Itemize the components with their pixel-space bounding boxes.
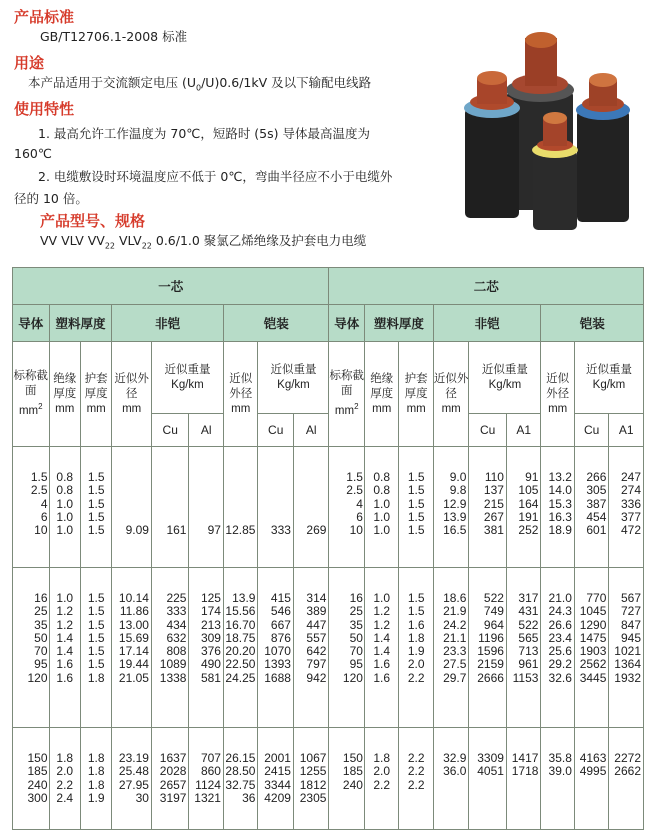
core1-section-cell: 150 185 240 300	[13, 728, 50, 830]
core2-al-cell: 1417 1718	[506, 728, 540, 830]
feature-2-line-2: 径的 10 倍。	[14, 191, 88, 206]
core1-arm_od-cell: 13.9 15.56 16.70 18.75 20.20 22.50 24.25	[223, 568, 257, 728]
core2-od-cell: 9.0 9.8 12.9 13.9 16.5	[433, 447, 469, 568]
core1-sheath-cell: 1.8 1.8 1.8 1.9	[80, 728, 111, 830]
core1-arm_al-cell: 269	[293, 447, 329, 568]
core-title-row	[13, 268, 644, 305]
core1-armored-cu-header: Cu	[258, 414, 294, 447]
feature-1-line-1: 1. 最高允许工作温度为 70℃，短路时 (5s) 导体最高温度为	[38, 126, 370, 141]
core2-arm_cu-cell: 266 305 387 454 601	[574, 447, 608, 568]
core1-od-cell: 23.19 25.48 27.95 30	[112, 728, 152, 830]
usage-text: 本产品适用于交流额定电压 $(U_0/U)0.6/1kV$ 及以下输配电线路	[28, 75, 372, 93]
core2-section-cell: 1.5 2.5 4 6 10	[329, 447, 365, 568]
column-group-row	[13, 305, 644, 342]
core1-arm_od-cell: 26.15 28.50 32.75 36	[223, 728, 257, 830]
spec-table	[12, 267, 644, 830]
core2-od-cell: 32.9 36.0	[433, 728, 469, 830]
core1-insulation-cell: 1.8 2.0 2.2 2.4	[49, 728, 80, 830]
core1-cu-cell: 161	[151, 447, 189, 568]
core2-al-cell: 317 431 522 565 713 961 1153	[506, 568, 540, 728]
models-heading: 产品型号、规格	[40, 212, 146, 230]
core2-arm_od-cell: 35.8 39.0	[541, 728, 574, 830]
core1-sheath-cell: 1.5 1.5 1.5 1.5 1.5 1.5 1.8	[80, 568, 111, 728]
core2-cu-header: Cu	[469, 414, 507, 447]
core2-conductor-header: 导体	[329, 305, 365, 342]
core2-section-cell: 16 25 35 50 70 95 120	[329, 568, 365, 728]
core1-plastic-thickness-header: 塑料厚度	[49, 305, 112, 342]
core1-arm_cu-cell: 2001 2415 3344 4209	[258, 728, 294, 830]
core1-armored-al-header: Al	[293, 414, 329, 447]
core2-sheath-cell: 1.5 1.5 1.5 1.5 1.5	[399, 447, 433, 568]
core1-section-cell: 1.5 2.5 4 6 10	[13, 447, 50, 568]
core2-cu-cell: 522 749 964 1196 1596 2159 2666	[469, 568, 507, 728]
table-row	[13, 447, 644, 568]
core2-armored-header: 铠装	[541, 305, 644, 342]
core2-cu-cell: 110 137 215 267 381	[469, 447, 507, 568]
core2-sheath-header: 护套厚度 mm	[399, 342, 433, 447]
core1-insulation-cell: 0.8 0.8 1.0 1.0 1.0	[49, 447, 80, 568]
core2-insulation-header: 绝缘厚度 mm	[364, 342, 398, 447]
core1-conductor-header: 导体	[13, 305, 50, 342]
core1-arm_od-cell: 12.85	[223, 447, 257, 568]
core1-arm_cu-cell: 333	[258, 447, 294, 568]
core1-armored-header: 铠装	[223, 305, 328, 342]
core2-od-header: 近似外径 mm	[433, 342, 469, 447]
core1-insulation-header: 绝缘厚度 mm	[49, 342, 80, 447]
core2-arm_cu-cell: 770 1045 1290 1475 1903 2562 3445	[574, 568, 608, 728]
core2-arm_od-cell: 21.0 24.3 26.6 23.4 25.6 29.2 32.6	[541, 568, 574, 728]
core2-sheath-cell: 2.2 2.2 2.2	[399, 728, 433, 830]
core2-armored-cu-header: Cu	[574, 414, 608, 447]
standard-heading: 产品标准	[14, 8, 75, 26]
core1-arm_cu-cell: 415 546 667 876 1070 1393 1688	[258, 568, 294, 728]
table-row	[13, 728, 644, 830]
core1-sheath-header: 护套厚度 mm	[80, 342, 111, 447]
core2-insulation-cell: 1.0 1.2 1.2 1.4 1.4 1.6 1.6	[364, 568, 398, 728]
core2-title: 二芯	[329, 268, 644, 305]
cable-product-photo	[437, 0, 656, 256]
core2-armored-od-header: 近似外径 mm	[541, 342, 574, 447]
table-row	[13, 568, 644, 728]
core1-armored-weight-header: 近似重量 Kg/km	[258, 342, 329, 414]
core1-arm_al-cell: 314 389 447 557 642 797 942	[293, 568, 329, 728]
core2-armored-weight-header: 近似重量 Kg/km	[574, 342, 643, 414]
core1-od-cell: 9.09	[112, 447, 152, 568]
usage-heading: 用途	[14, 54, 45, 72]
core1-od-header: 近似外径 mm	[112, 342, 152, 447]
core2-arm_od-cell: 13.2 14.0 15.3 16.3 18.9	[541, 447, 574, 568]
core2-arm_al-cell: 567 727 847 945 1021 1364 1932	[609, 568, 644, 728]
core1-al-cell: 97	[189, 447, 223, 568]
core1-unarmored-header: 非铠	[112, 305, 224, 342]
core2-section-cell: 150 185 240	[329, 728, 365, 830]
core1-od-cell: 10.14 11.86 13.00 15.69 17.14 19.44 21.05	[112, 568, 152, 728]
core2-al-header: A1	[506, 414, 540, 447]
column-subheader-row	[13, 342, 644, 414]
core1-section-cell: 16 25 35 50 70 95 120	[13, 568, 50, 728]
core1-al-header: Al	[189, 414, 223, 447]
core2-insulation-cell: 0.8 0.8 1.0 1.0 1.0	[364, 447, 398, 568]
core2-arm_cu-cell: 4163 4995	[574, 728, 608, 830]
feature-1-line-2: 160℃	[14, 146, 52, 161]
core1-section-header: 标称截面 $mm^2$	[13, 342, 50, 447]
core1-insulation-cell: 1.0 1.2 1.2 1.4 1.4 1.6 1.6	[49, 568, 80, 728]
feature-2-line-1: 2. 电缆敷设时环境温度应不低于 0℃，弯曲半径应不小于电缆外	[38, 169, 393, 184]
core2-sheath-cell: 1.5 1.5 1.6 1.8 1.9 2.0 2.2	[399, 568, 433, 728]
core2-arm_al-cell: 247 274 336 377 472	[609, 447, 644, 568]
core2-section-header: 标称截面 $mm^2$	[329, 342, 365, 447]
core2-insulation-cell: 1.8 2.0 2.2	[364, 728, 398, 830]
models-text: VV VLV $VV_{22}$ $VLV_{22}$ 0.6/1.0 聚氯乙烯绝缘及护套电力电缆	[40, 233, 367, 251]
core1-cu-cell: 1637 2028 2657 3197	[151, 728, 189, 830]
core1-arm_al-cell: 1067 1255 1812 2305	[293, 728, 329, 830]
core2-arm_al-cell: 2272 2662	[609, 728, 644, 830]
features-heading: 使用特性	[14, 100, 75, 118]
core1-armored-od-header: 近似外径 mm	[223, 342, 257, 447]
core1-weight-header: 近似重量 Kg/km	[151, 342, 223, 414]
core2-cu-cell: 3309 4051	[469, 728, 507, 830]
core2-al-cell: 91 105 164 191 252	[506, 447, 540, 568]
core1-title: 一芯	[13, 268, 329, 305]
core1-cu-cell: 225 333 434 632 808 1089 1338	[151, 568, 189, 728]
core2-weight-header: 近似重量 Kg/km	[469, 342, 541, 414]
core1-sheath-cell: 1.5 1.5 1.5 1.5 1.5	[80, 447, 111, 568]
core1-al-cell: 125 174 213 309 376 490 581	[189, 568, 223, 728]
core2-unarmored-header: 非铠	[433, 305, 541, 342]
core2-plastic-thickness-header: 塑料厚度	[364, 305, 433, 342]
standard-text: GB/T12706.1-2008 标准	[40, 29, 188, 44]
core1-cu-header: Cu	[151, 414, 189, 447]
core2-armored-al-header: A1	[609, 414, 644, 447]
core2-od-cell: 18.6 21.9 24.2 21.1 23.3 27.5 29.7	[433, 568, 469, 728]
core1-al-cell: 707 860 1124 1321	[189, 728, 223, 830]
